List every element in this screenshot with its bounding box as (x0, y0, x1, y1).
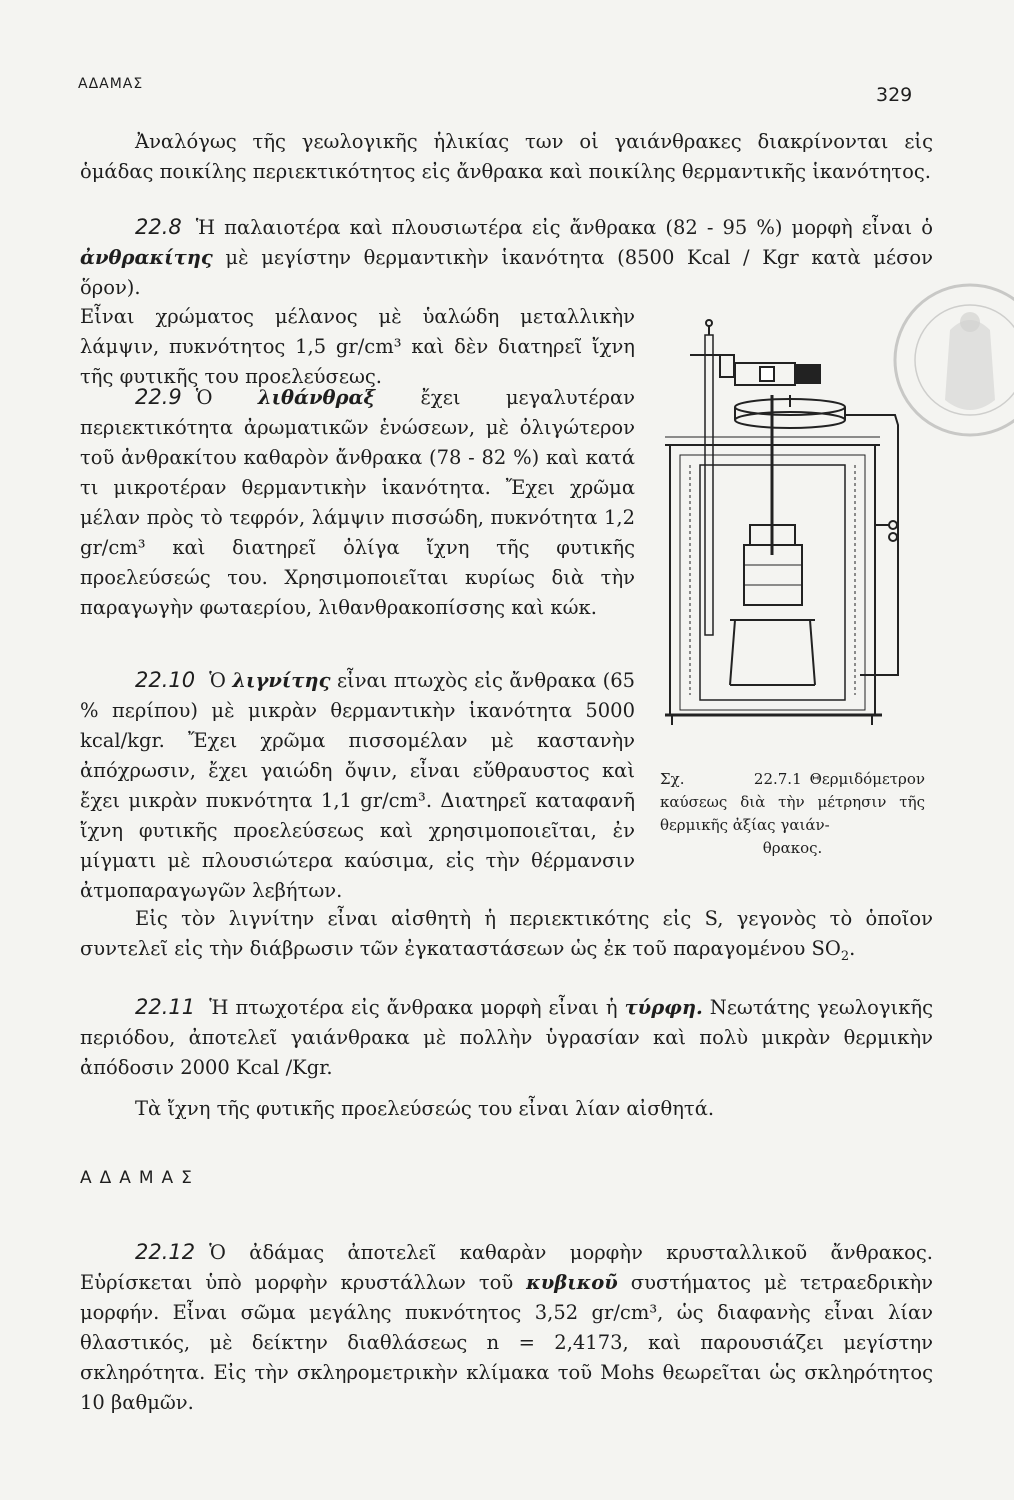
running-head: ΑΔΑΜΑΣ (78, 76, 144, 92)
p22-9-lead: Ὁ (195, 386, 213, 409)
figure-caption (660, 768, 925, 860)
figure-label: Σχ. 22.7.1 (660, 770, 802, 788)
p22-11-lead: Ἡ πτωχοτέρα εἰς ἄνθρακα μορφὴ εἶναι ἡ (209, 996, 618, 1019)
so2-subscript: 2 (840, 948, 850, 964)
term-kyvikou: κυβικοῦ (526, 1271, 618, 1294)
p22-8-rest: Εἶναι χρώματος μέλανος μὲ ὑαλώδη μεταλλικὴν λάμψιν, πυκνότητος 1,5 gr/cm³ καὶ δὲν διατηρεῖ ἴχνη τῆς φυτικῆς του προελεύσεως. (80, 305, 635, 388)
term-lignitis: λιγνίτης (232, 669, 331, 692)
p22-11-note: Τὰ ἴχνη τῆς φυτικῆς προελεύσεώς του εἶναι λίαν αἰσθητά. (135, 1097, 715, 1120)
paragraph-22-11-note (80, 1094, 933, 1124)
p22-8-line2: μὲ μεγίστην θερμαντικὴν ἱκανότητα (8500 Kcal / Kgr κατὰ μέσον ὅρον). (80, 246, 933, 299)
p22-12-lead: Ὁ ἀδάμας ἀποτελεῖ καθαρὰν μορφὴν κρυσταλλικοῦ ἄνθρακος. Εὑρίσκεται ὑπὸ μορφὴν κρυστάλλων τοῦ (80, 1241, 933, 1294)
section-number-22-11: 22.11 (135, 995, 196, 1019)
section-number-22-12: 22.12 (135, 1240, 196, 1264)
p22-10-text: εἶναι πτωχὸς εἰς ἄνθρακα (65 % περίπου) μὲ μικρὰν θερμαντικὴν ἱκανότητα 5000 kcal/kgr. Ἔχει χρῶμα πισσομέλαν μὲ καστανὴν ἀπόχρωσιν, ἔχει γαιώδη ὄψιν, εἶναι εὔθραυστος καὶ ἔχει μικρὰν πυκνότητα 1,1 gr/cm³. Διατηρεῖ καταφανῆ ἴχνη φυτικῆς προελεύσεως καὶ χρησιμοποιεῖται, ἐν μίγματι μὲ πλουσιώτερα καύσιμα, εἰς τὴν θέρμανσιν ἀτμοπαραγωγῶν λεβήτων. (80, 669, 636, 902)
paragraph-22-10 (80, 665, 635, 906)
term-anthrakitis: ἀνθρακίτης (80, 246, 213, 269)
p22-9-text: ἔχει μεγαλυτέραν περιεκτικότητα ἀρωματικῶν ἑνώσεων, μὲ ὀλιγώτερον τοῦ ἀνθρακίτου καθαρὸν ἄνθρακα (78 - 82 %) καὶ κατά τι μικροτέραν θερμαντικὴν ἱκανότητα. Ἔχει χρῶμα μέλαν πρὸς τὸ τεφρόν, λάμψιν πισσώδη, πυκνότητα 1,2 gr/cm³ καὶ διατηρεῖ ὀλίγα ἴχνη τῆς φυτικῆς προελεύσεώς του. Χρησιμοποιεῖται κυρίως διὰ τὴν παραγωγὴν φωταερίου, λιθανθρακοπίσσης καὶ κώκ. (80, 386, 636, 619)
p22-12-text: συστήματος μὲ τετραεδρικὴν μορφήν. Εἶναι σῶμα μεγάλης πυκνότητος 3,52 gr/cm³, ὡς διαφανὴς εἶναι λίαν θλαστικός, μὲ δείκτην διαθλάσεως n = 2,4173, καὶ παρουσιάζει μεγίστην σκληρότητα. Εἰς τὴν σκληρομετρικὴν κλίμακα τοῦ Mohs θεωρεῖται ὡς σκληρότητος 10 βαθμῶν. (80, 1271, 933, 1414)
section-title-adamas: ΑΔΑΜΑΣ (80, 1168, 200, 1188)
intro-paragraph (80, 127, 933, 187)
paragraph-22-12 (80, 1237, 933, 1418)
section-number-22-8: 22.8 (135, 215, 182, 239)
paragraph-22-8-rest (80, 302, 635, 392)
term-lithanthrax: λιθάνθραξ (257, 386, 376, 409)
page-number: 329 (876, 84, 913, 106)
paragraph-22-8-top (80, 212, 933, 303)
paragraph-22-11 (80, 992, 933, 1083)
p22-10-note-end: . (849, 937, 856, 960)
p22-8-lead: Ἡ παλαιοτέρα καὶ πλουσιωτέρα εἰς ἄνθρακα (82 - 95 %) μορφὴ εἶναι ὁ (195, 216, 933, 239)
calorimeter-figure (660, 315, 930, 735)
paragraph-22-10-note (80, 904, 933, 972)
paragraph-22-9 (80, 382, 635, 623)
p22-11-text: Νεωτάτης γεωλογικῆς περιόδου, ἀποτελεῖ γαιάνθρακα μὲ πολλὴν ὑγρασίαν καὶ πολὺ μικρὰν θερμικὴν ἀπόδοσιν 2000 Kcal /Kgr. (80, 996, 933, 1079)
intro-text: Ἀναλόγως τῆς γεωλογικῆς ἡλικίας των οἱ γαιάνθρακες διακρίνονται εἰς ὁμάδας ποικίλης περιεκτικότητος εἰς ἄνθρακα καὶ ποικίλης θερμαντικῆς ἱκανότητος. (80, 130, 933, 183)
p22-10-note: Εἰς τὸν λιγνίτην εἶναι αἰσθητὴ ἡ περιεκτικότης εἰς S, γεγονὸς τὸ ὁποῖον συντελεῖ εἰς τὴν διάβρωσιν τῶν ἐγκαταστάσεων ὡς ἐκ τοῦ παραγομένου SO (80, 907, 933, 960)
term-tyrfi: τύρφη. (624, 996, 703, 1019)
p22-10-lead: Ὁ (209, 669, 226, 692)
figure-caption-end: θρακος. (762, 839, 823, 857)
figure-caption-text: Θερμιδόμετρον καύσεως διὰ τὴν μέτρησιν τῆς θερμικῆς ἀξίας γαιάν- (660, 770, 925, 834)
section-number-22-9: 22.9 (135, 385, 182, 409)
section-number-22-10: 22.10 (135, 668, 196, 692)
